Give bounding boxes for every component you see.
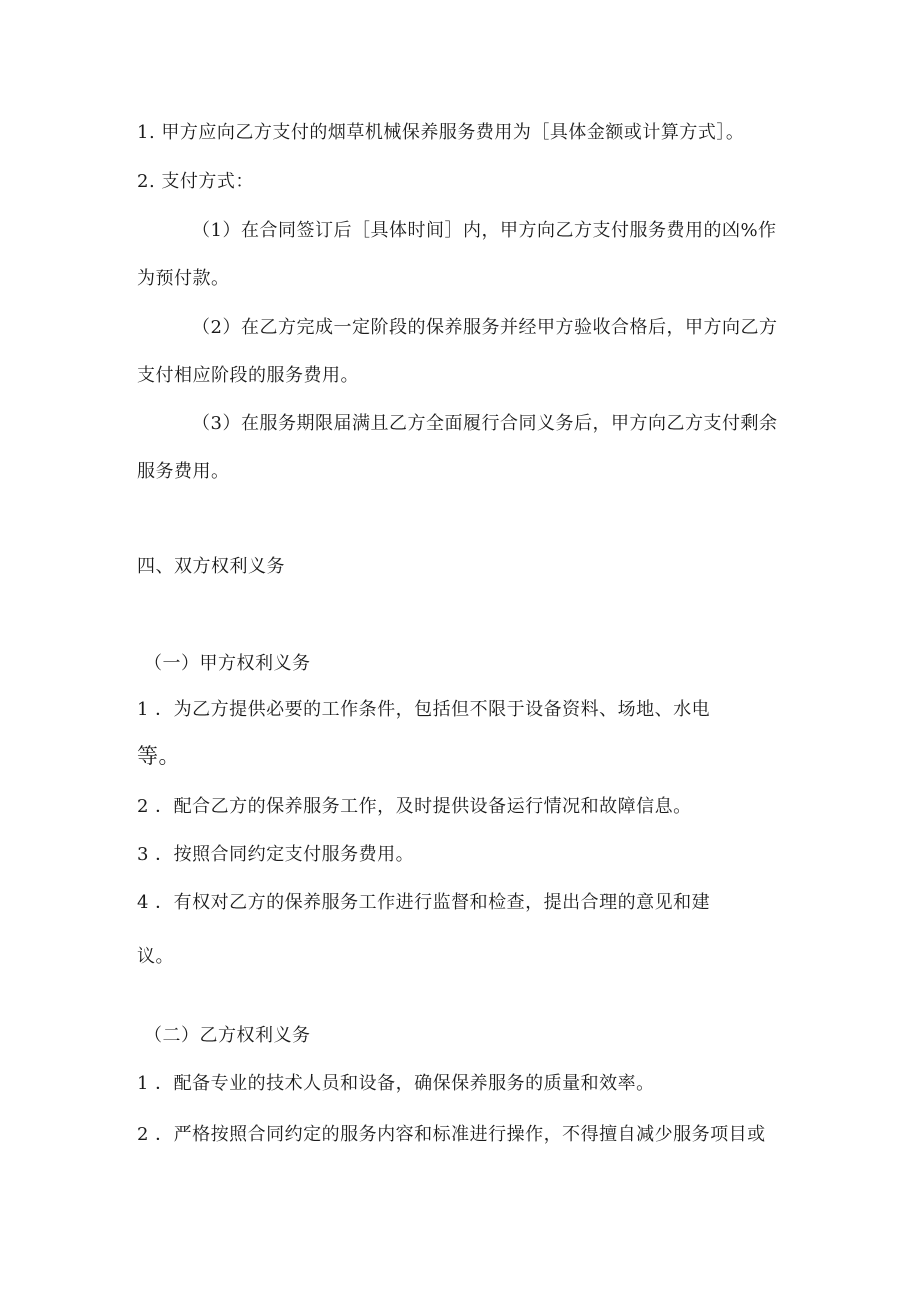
payment-item-3-line-1: （3）在服务期限届满且乙方全面履行合同义务后，甲方向乙方支付剩余 xyxy=(192,413,778,434)
payment-item-1-line-2: 为预付款。 xyxy=(137,268,230,289)
party-a-heading: （一）甲方权利义务 xyxy=(144,653,311,674)
payment-item-2-line-2: 支付相应阶段的服务费用。 xyxy=(137,365,359,386)
party-a-item-4-line-2: 议。 xyxy=(137,946,174,967)
payment-item-2-line-1: （2）在乙方完成一定阶段的保养服务并经甲方验收合格后，甲方向乙方 xyxy=(192,317,778,338)
payment-item-1-line-1: （1）在合同签订后［具体时间］内，甲方向乙方支付服务费用的凶%作 xyxy=(192,220,777,241)
payment-method-heading: 2. 支付方式： xyxy=(137,171,254,192)
party-a-item-2: 2 ．配合乙方的保养服务工作，及时提供设备运行情况和故障信息。 xyxy=(137,796,692,817)
party-a-item-1-line-2: 等。 xyxy=(137,744,180,768)
party-b-item-1: 1 ．配备专业的技术人员和设备，确保保养服务的质量和效率。 xyxy=(137,1073,655,1094)
party-b-heading: （二）乙方权利义务 xyxy=(144,1025,311,1046)
fee-clause: 1. 甲方应向乙方支付的烟草机械保养服务费用为［具体金额或计算方式］。 xyxy=(137,122,745,143)
party-a-item-3: 3 ．按照合同约定支付服务费用。 xyxy=(137,844,415,865)
party-b-item-2: 2 ．严格按照合同约定的服务内容和标准进行操作，不得擅自减少服务项目或 xyxy=(137,1124,766,1145)
payment-item-3-line-2: 服务费用。 xyxy=(137,461,230,482)
party-a-item-1-line-1: 1 ．为乙方提供必要的工作条件，包括但不限于设备资料、场地、水电 xyxy=(137,699,711,720)
section-4-heading: 四、双方权利义务 xyxy=(137,556,285,577)
party-a-item-4-line-1: 4 ．有权对乙方的保养服务工作进行监督和检查，提出合理的意见和建 xyxy=(137,892,711,913)
